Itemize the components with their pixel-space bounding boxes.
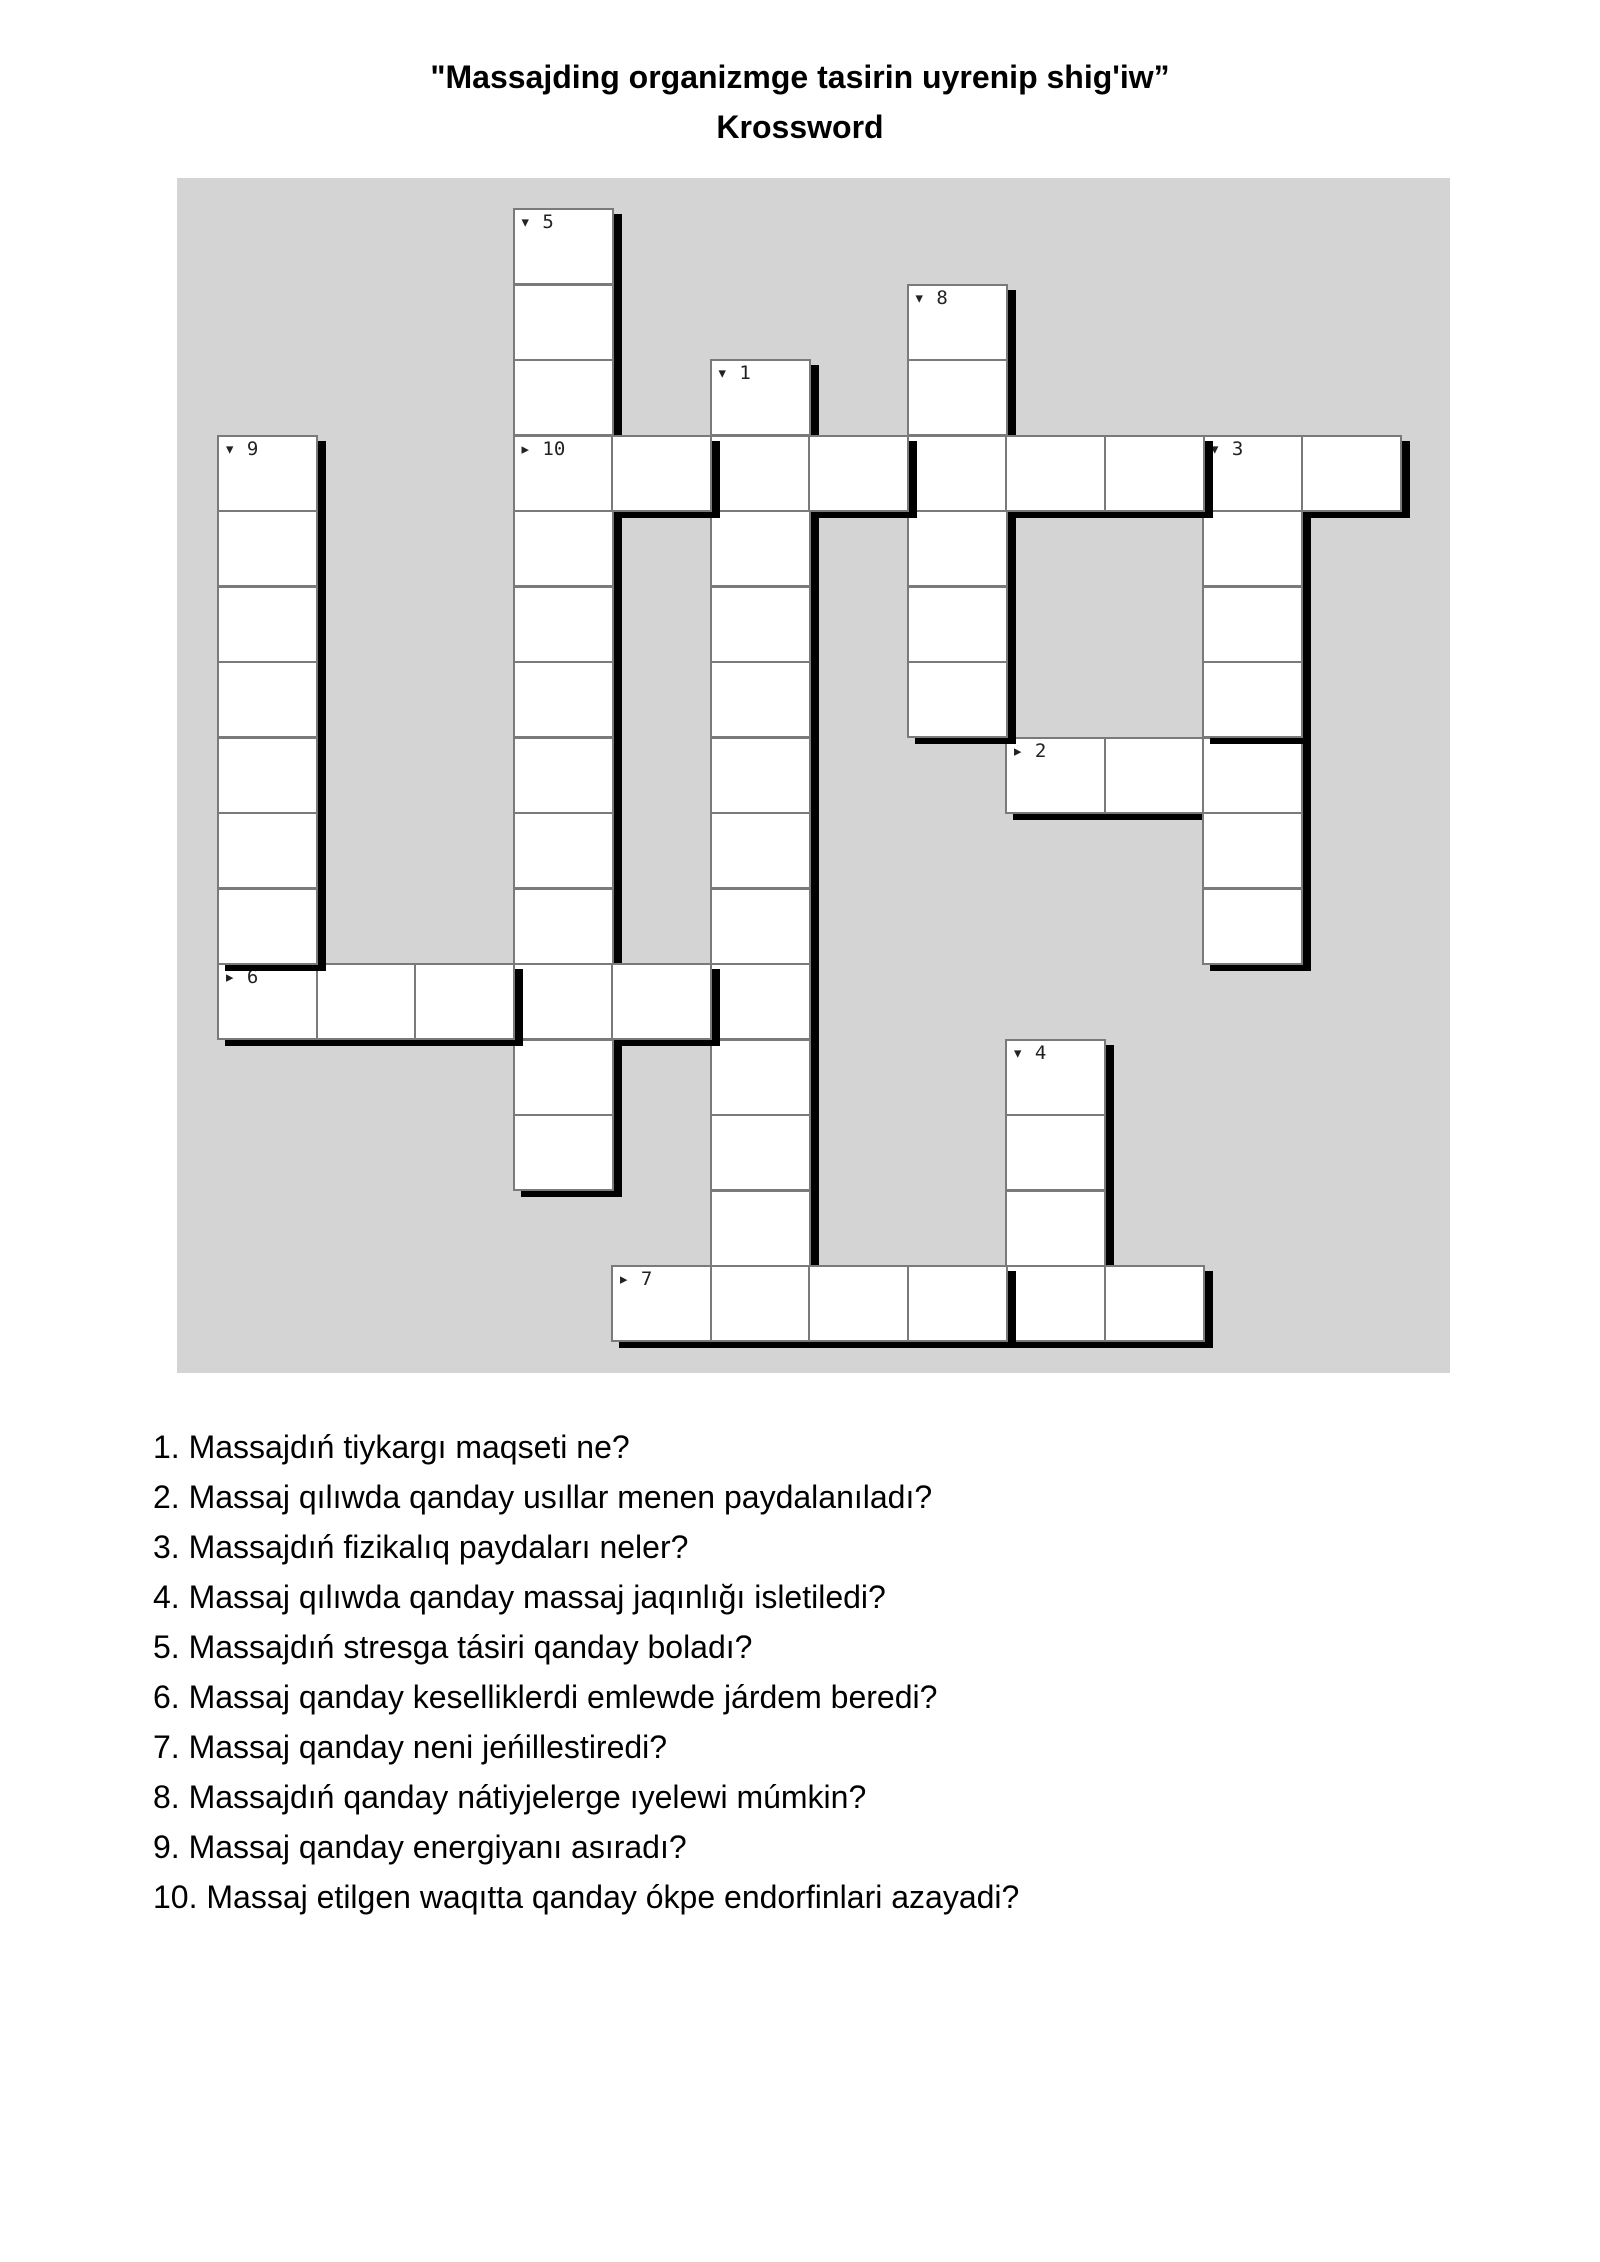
crossword-cell[interactable]	[513, 1039, 614, 1116]
crossword-cell[interactable]	[710, 963, 811, 1040]
crossword-cell[interactable]	[217, 963, 318, 1040]
crossword-cell[interactable]	[513, 888, 614, 965]
crossword-cell[interactable]	[710, 812, 811, 889]
crossword-cell[interactable]	[710, 661, 811, 738]
crossword-cell[interactable]	[513, 737, 614, 814]
crossword-cell[interactable]	[1202, 586, 1303, 663]
clue-number: ▸ 2	[1012, 739, 1047, 762]
crossword-cell[interactable]	[710, 359, 811, 436]
crossword-cell[interactable]	[1202, 737, 1303, 814]
crossword-cell[interactable]	[907, 435, 1008, 512]
crossword-cell[interactable]	[1202, 510, 1303, 587]
clue-number: ▾ 9	[224, 437, 259, 460]
clue-number: ▸ 7	[618, 1268, 653, 1290]
crossword-cell[interactable]	[513, 510, 614, 587]
crossword-cell[interactable]	[1005, 1114, 1106, 1191]
crossword-cell[interactable]	[217, 661, 318, 738]
crossword-cell[interactable]	[513, 586, 614, 663]
crossword-cell[interactable]	[710, 1039, 811, 1116]
crossword-cell[interactable]	[710, 888, 811, 965]
crossword-cell[interactable]	[1104, 1265, 1205, 1342]
clue-item: 10. Massaj etilgen waqıtta qanday ókpe endorfinlari azayadi?	[153, 1879, 1020, 1915]
clue-number: ▾ 5	[519, 211, 554, 233]
crossword-cell[interactable]	[1202, 661, 1303, 738]
clue-item: 6. Massaj qanday keselliklerdi emlewde járdem beredi?	[153, 1679, 938, 1715]
crossword-cell[interactable]	[513, 812, 614, 889]
title-block	[0, 52, 1600, 152]
crossword-cell[interactable]	[1005, 435, 1106, 512]
clue-number: ▾ 4	[1012, 1041, 1047, 1064]
crossword-cell[interactable]	[513, 284, 614, 361]
crossword-cell[interactable]	[217, 435, 318, 512]
crossword-cell[interactable]	[611, 1265, 712, 1342]
crossword-cell[interactable]	[710, 737, 811, 814]
clue-item: 1. Massajdıń tiykargı maqseti ne?	[153, 1429, 630, 1465]
clue-item: 9. Massaj qanday energiyanı asıradı?	[153, 1829, 687, 1865]
crossword-cell[interactable]	[1005, 1190, 1106, 1267]
crossword-cell[interactable]	[1104, 435, 1205, 512]
page-title: "Massajding organizmge tasirin uyrenip shig'iw”	[430, 59, 1170, 95]
crossword-cell[interactable]	[513, 359, 614, 436]
crossword-cell[interactable]	[808, 435, 909, 512]
crossword-cell[interactable]	[1202, 812, 1303, 889]
clue-item: 8. Massajdıń qanday nátiyjelerge ıyelewi múmkin?	[153, 1779, 867, 1815]
crossword-cell[interactable]	[217, 888, 318, 965]
crossword-cell[interactable]	[907, 359, 1008, 436]
page-subtitle: Krossword	[716, 109, 884, 145]
clue-number: ▾ 3	[1209, 437, 1244, 460]
crossword-cell[interactable]	[1005, 1039, 1106, 1116]
clue-number: ▸ 6	[224, 966, 259, 988]
crossword-cell[interactable]	[710, 586, 811, 663]
clue-list	[153, 1422, 1453, 1922]
clue-item: 3. Massajdıń fizikalıq paydaları neler?	[153, 1529, 689, 1565]
clue-item: 2. Massaj qılıwda qanday usıllar menen paydalanıladı?	[153, 1479, 933, 1515]
crossword-cell[interactable]	[907, 1265, 1008, 1342]
crossword-cell[interactable]	[513, 661, 614, 738]
crossword-cell[interactable]	[1202, 888, 1303, 965]
crossword-cell[interactable]	[1104, 737, 1205, 814]
clue-item: 5. Massajdıń stresga tásiri qanday boladı?	[153, 1629, 753, 1665]
crossword-cell[interactable]	[513, 1114, 614, 1191]
crossword-cell[interactable]	[710, 510, 811, 587]
crossword-cell[interactable]	[907, 510, 1008, 587]
clue-item: 7. Massaj qanday neni jeńillestiredi?	[153, 1729, 668, 1765]
crossword-cell[interactable]	[907, 661, 1008, 738]
crossword-cell[interactable]	[316, 963, 417, 1040]
clue-number: ▾ 1	[716, 362, 751, 384]
crossword-cell[interactable]	[217, 510, 318, 587]
crossword-cell[interactable]	[1005, 737, 1106, 814]
crossword-cell[interactable]	[513, 208, 614, 285]
crossword-cell[interactable]	[710, 1265, 811, 1342]
crossword-grid	[177, 178, 1450, 1373]
crossword-cell[interactable]	[1301, 435, 1402, 512]
clue-number: ▸ 10	[519, 437, 566, 460]
clue-item: 4. Massaj qılıwda qanday massaj jaqınlığı isletiledi?	[153, 1579, 886, 1615]
crossword-cell[interactable]	[710, 435, 811, 512]
crossword-cell[interactable]	[808, 1265, 909, 1342]
crossword-cell[interactable]	[513, 435, 614, 512]
crossword-cell[interactable]	[1005, 1265, 1106, 1342]
crossword-cell[interactable]	[710, 1114, 811, 1191]
crossword-cell[interactable]	[611, 963, 712, 1040]
crossword-cell[interactable]	[217, 586, 318, 663]
crossword-cell[interactable]	[1202, 435, 1303, 512]
crossword-cell[interactable]	[710, 1190, 811, 1267]
crossword-cell[interactable]	[414, 963, 515, 1040]
crossword-cell[interactable]	[907, 284, 1008, 361]
crossword-cell[interactable]	[907, 586, 1008, 663]
crossword-cell[interactable]	[217, 812, 318, 889]
crossword-cell[interactable]	[513, 963, 614, 1040]
crossword-cell[interactable]	[611, 435, 712, 512]
crossword-cell[interactable]	[217, 737, 318, 814]
clue-number: ▾ 8	[913, 286, 948, 309]
